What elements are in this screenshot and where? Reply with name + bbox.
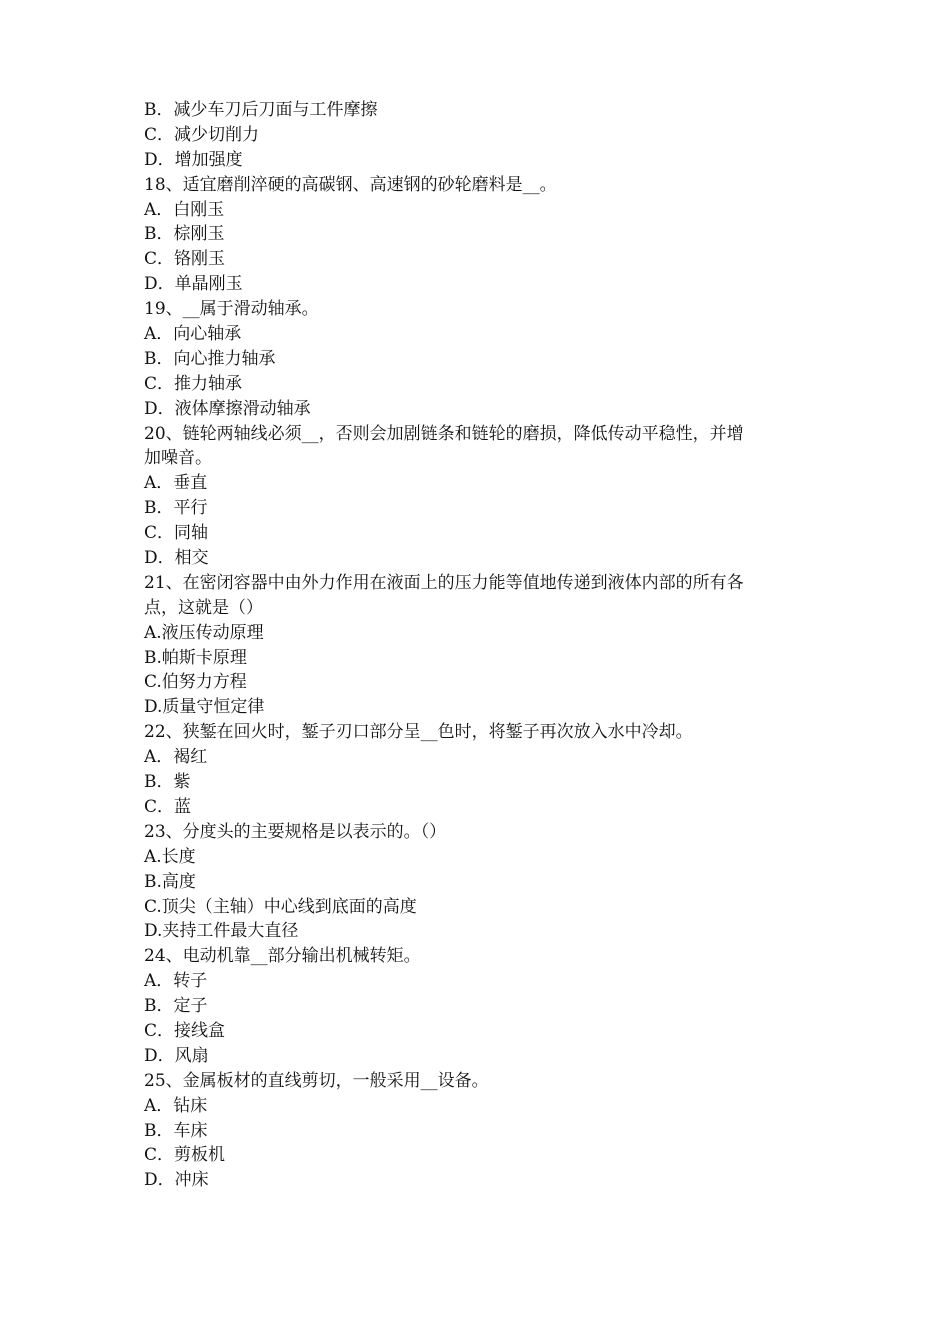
question-20-line-1: 20、链轮两轴线必须__，否则会加剧链条和链轮的磨损，降低传动平稳性，并增 xyxy=(144,423,744,444)
option-d-q23: D.夹持工件最大直径 xyxy=(144,921,299,942)
option-a-q22: A．褐红 xyxy=(144,747,208,768)
question-21-line-1: 21、在密闭容器中由外力作用在液面上的压力能等值地传递到液体内部的所有各 xyxy=(144,572,744,593)
option-b-q20: B．平行 xyxy=(144,498,208,519)
option-d-q18: D．单晶刚玉 xyxy=(144,274,243,295)
option-c-q21: C.伯努力方程 xyxy=(144,672,247,693)
question-23: 23、分度头的主要规格是以表示的。（） xyxy=(144,821,447,842)
document-body xyxy=(144,98,824,1193)
question-25: 25、金属板材的直线剪切，一般采用__设备。 xyxy=(144,1070,489,1091)
question-19: 19、__属于滑动轴承。 xyxy=(144,299,319,320)
question-18: 18、适宜磨削淬硬的高碳钢、高速钢的砂轮磨料是__。 xyxy=(144,174,557,195)
option-a-q25: A．钻床 xyxy=(144,1095,208,1116)
question-24: 24、电动机靠__部分输出机械转矩。 xyxy=(144,946,421,967)
option-c-q19: C．推力轴承 xyxy=(144,373,243,394)
question-20-line-2: 加噪音。 xyxy=(144,448,212,469)
option-b-q25: B．车床 xyxy=(144,1120,208,1141)
option-d-q19: D．液体摩擦滑动轴承 xyxy=(144,398,311,419)
option-a-q20: A．垂直 xyxy=(144,473,208,494)
option-a-q24: A．转子 xyxy=(144,971,208,992)
option-b-q23: B.高度 xyxy=(144,871,196,892)
option-d-q25: D．冲床 xyxy=(144,1170,209,1191)
option-a-q23: A.长度 xyxy=(144,846,196,867)
option-a-q19: A．向心轴承 xyxy=(144,324,242,345)
option-b-q18: B．棕刚玉 xyxy=(144,224,225,245)
option-b-q21: B.帕斯卡原理 xyxy=(144,647,247,668)
option-d-q24: D．风扇 xyxy=(144,1045,209,1066)
option-b-q24: B．定子 xyxy=(144,996,208,1017)
option-a-q18: A．白刚玉 xyxy=(144,199,225,220)
option-d-q17: D．增加强度 xyxy=(144,149,243,170)
option-c-q22: C．蓝 xyxy=(144,796,192,817)
question-21-line-2: 点，这就是（） xyxy=(144,597,263,618)
option-c-q25: C．剪板机 xyxy=(144,1145,226,1166)
option-c-q18: C．铬刚玉 xyxy=(144,249,226,270)
option-a-q21: A.液压传动原理 xyxy=(144,622,264,643)
option-d-q21: D.质量守恒定律 xyxy=(144,697,265,718)
option-c-q17: C．减少切削力 xyxy=(144,124,260,145)
option-c-q24: C．接线盒 xyxy=(144,1020,226,1041)
option-c-q23: C.顶尖（主轴）中心线到底面的高度 xyxy=(144,896,417,917)
option-b-q17: B．减少车刀后刀面与工件摩擦 xyxy=(144,100,378,120)
question-22: 22、狭錾在回火时，錾子刃口部分呈__色时，将錾子再次放入水中冷却。 xyxy=(144,722,693,743)
option-b-q22: B．紫 xyxy=(144,772,191,793)
option-d-q20: D．相交 xyxy=(144,548,209,569)
option-c-q20: C．同轴 xyxy=(144,523,209,544)
option-b-q19: B．向心推力轴承 xyxy=(144,348,276,369)
